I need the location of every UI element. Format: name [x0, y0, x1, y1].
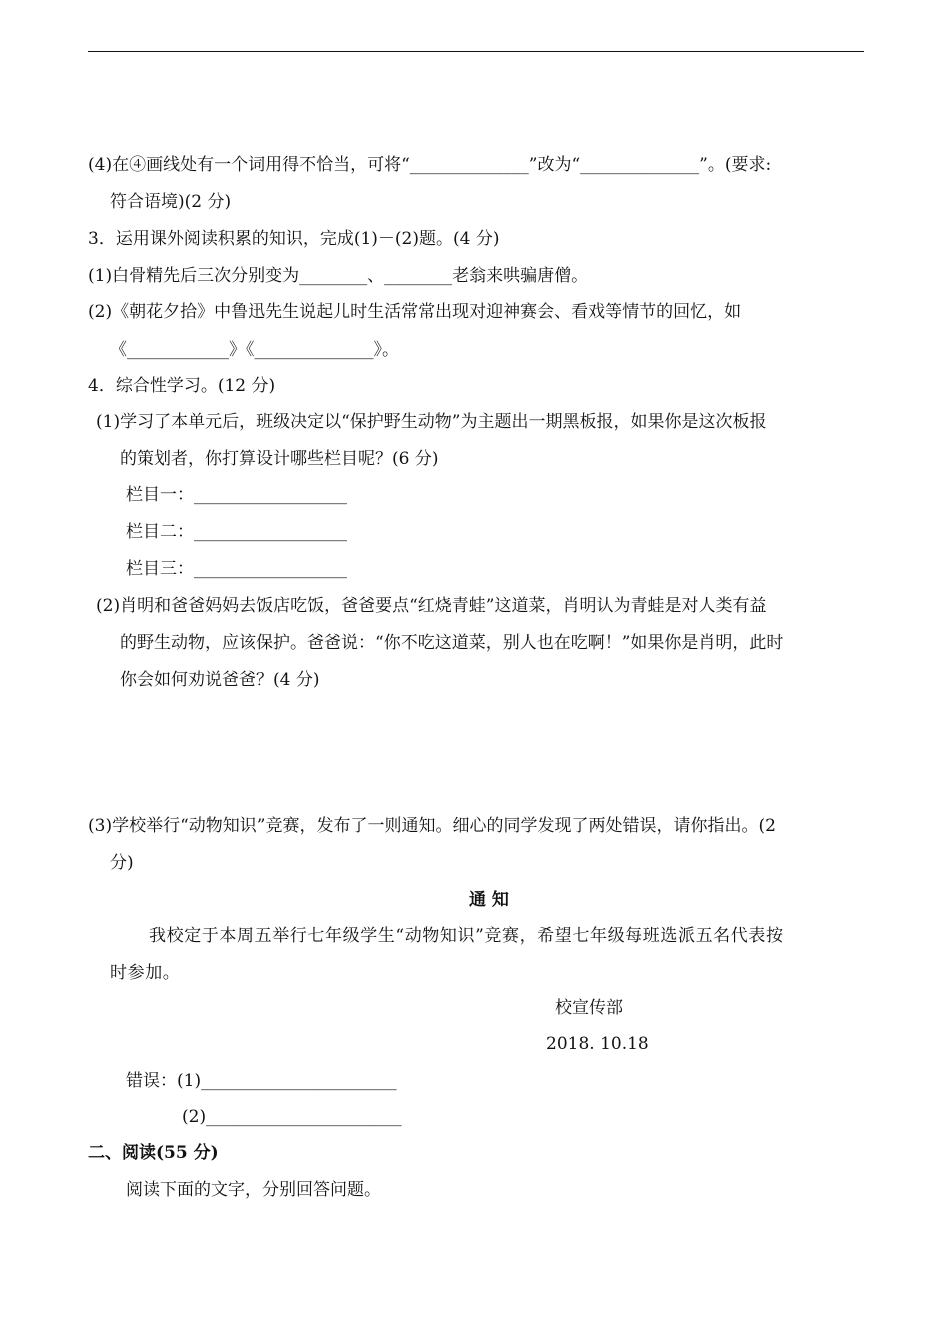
- q4-part3-line1: (3)学校举行“动物知识”竞赛，发布了一则通知。细心的同学发现了两处错误，请你指出。(2: [88, 816, 776, 836]
- error-one: 错误：(1)_______________________: [126, 1071, 397, 1091]
- section-two-intro: 阅读下面的文字，分别回答问题。: [126, 1180, 381, 1200]
- notice-body-line1: 我校定于本周五举行七年级学生“动物知识”竞赛，希望七年级每班选派五名代表按: [149, 926, 784, 946]
- notice-title: 通 知: [469, 890, 509, 910]
- q3-part1: (1)白骨精先后三次分别变为________、________老翁来哄骗唐僧。: [88, 266, 589, 286]
- notice-body-line2: 时参加。: [110, 963, 181, 983]
- q4-part2-line1: (2)肖明和爸爸妈妈去饭店吃饭，爸爸要点“红烧青蛙”这道菜，肖明认为青蛙是对人类有益: [96, 596, 767, 616]
- notice-date: 2018. 10.18: [546, 1034, 649, 1054]
- q2-4-line1: (4)在④画线处有一个词用得不恰当，可将“______________”改为“______________”。(要求:: [88, 155, 772, 175]
- q4-part1-line2: 的策划者，你打算设计哪些栏目呢？(6 分): [120, 449, 439, 469]
- q4-part3-line2: 分): [110, 853, 134, 873]
- q3-part2-line1: (2)《朝花夕拾》中鲁迅先生说起儿时生活常常出现对迎神赛会、看戏等情节的回忆，如: [88, 302, 742, 322]
- q3-part2-line2: 《____________》《______________》。: [110, 340, 399, 360]
- error-two: (2)_______________________: [182, 1107, 402, 1127]
- column-one: 栏目一：__________________: [126, 485, 347, 505]
- notice-sender: 校宣传部: [555, 998, 623, 1018]
- q4-title: 4．综合性学习。(12 分): [88, 376, 276, 396]
- q4-part1-line1: (1)学习了本单元后，班级决定以“保护野生动物”为主题出一期黑板报，如果你是这次板报: [96, 412, 767, 432]
- column-two: 栏目二：__________________: [126, 522, 347, 542]
- q3-title: 3．运用课外阅读积累的知识，完成(1)－(2)题。(4 分): [88, 229, 500, 249]
- header-rule: [88, 51, 864, 52]
- q4-part2-line2: 的野生动物，应该保护。爸爸说：“你不吃这道菜，别人也在吃啊！”如果你是肖明，此时: [120, 633, 784, 653]
- section-two-title: 二、阅读(55 分): [88, 1143, 219, 1163]
- q2-4-line2: 符合语境)(2 分): [110, 192, 232, 212]
- column-three: 栏目三：__________________: [126, 559, 347, 579]
- q4-part2-line3: 你会如何劝说爸爸？(4 分): [120, 670, 320, 690]
